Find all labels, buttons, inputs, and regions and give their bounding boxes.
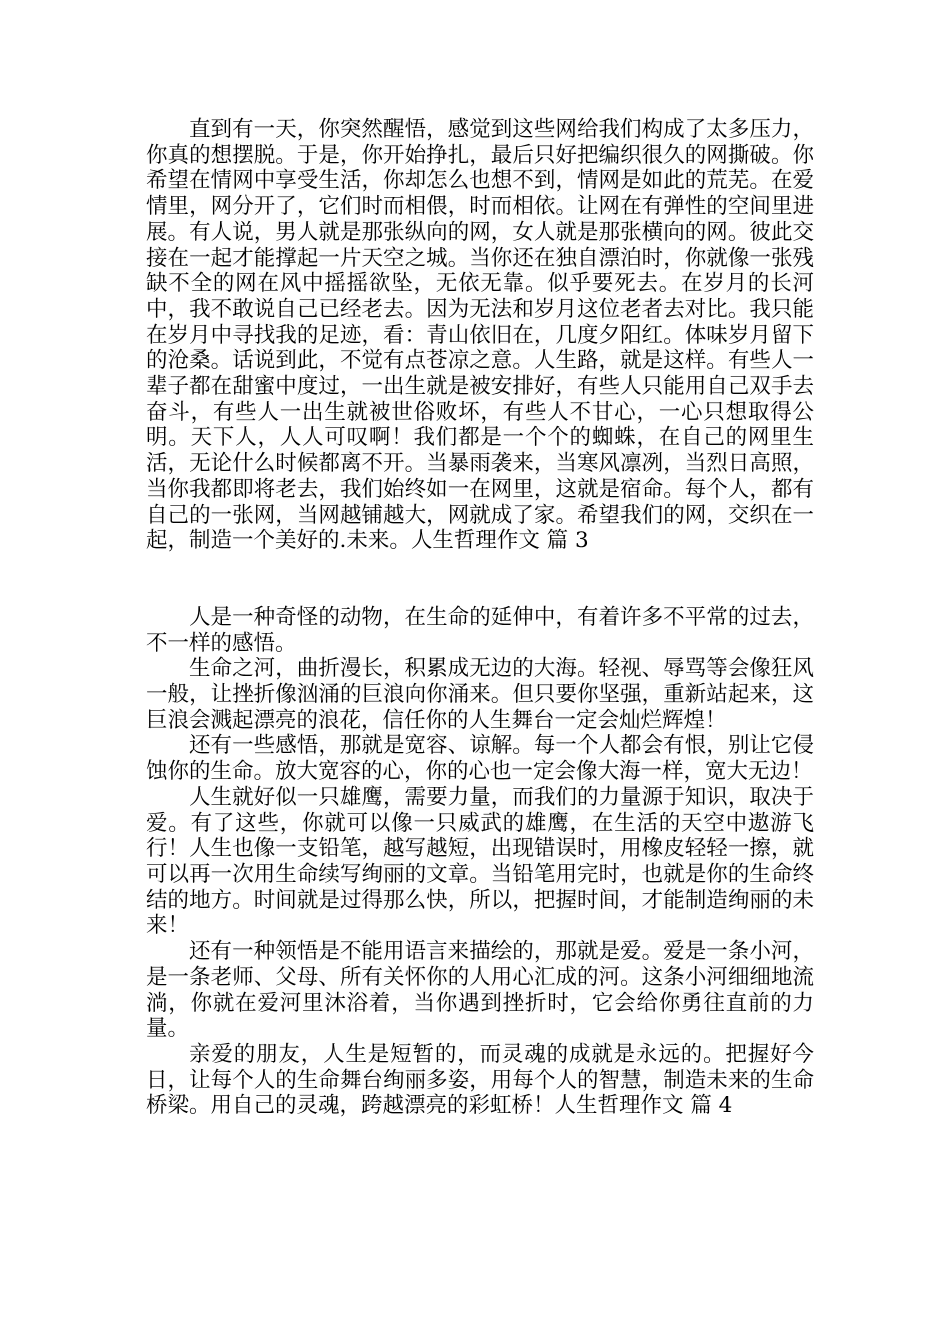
paragraph-5: 人生就好似一只雄鹰，需要力量，而我们的力量源于知识，取决于爱。有了这些，你就可以像一只威武的雄鹰，在生活的天空中遨游飞行！人生也像一支铅笔，越写越短，出现错误时，用橡皮轻轻一擦，就可以再一次用生命续写绚丽的文章。当铅笔用完时，也就是你的生命终结的地方。时间就是过得那么快，所以，把握时间，才能制造绚丽的未来！ <box>146 784 814 939</box>
paragraph-6: 还有一种领悟是不能用语言来描绘的，那就是爱。爱是一条小河，是一条老师、父母、所有关怀你的人用心汇成的河。这条小河细细地流淌，你就在爱河里沐浴着，当你遇到挫折时，它会给你勇往直前的力量。 <box>146 939 814 1042</box>
paragraph-2: 人是一种奇怪的动物，在生命的延伸中，有着许多不平常的过去，不一样的感悟。 <box>146 604 814 656</box>
paragraph-4: 还有一些感悟，那就是宽容、谅解。每一个人都会有恨，别让它侵蚀你的生命。放大宽容的心，你的心也一定会像大海一样，宽大无边！ <box>146 733 814 785</box>
paragraph-7: 亲爱的朋友，人生是短暂的，而灵魂的成就是永远的。把握好今日，让每个人的生命舞台绚丽多姿，用每个人的智慧，制造未来的生命桥梁。用自己的灵魂，跨越漂亮的彩虹桥！人生哲理作文 篇 4 <box>146 1041 814 1119</box>
section-gap <box>146 554 814 605</box>
paragraph-3: 生命之河，曲折漫长，积累成无边的大海。轻视、辱骂等会像狂风一般，让挫折像汹涌的巨浪向你涌来。但只要你坚强，重新站起来，这巨浪会溅起漂亮的浪花，信任你的人生舞台一定会灿烂辉煌！ <box>146 656 814 733</box>
paragraph-1: 直到有一天，你突然醒悟，感觉到这些网给我们构成了太多压力，你真的想摆脱。于是，你开始挣扎，最后只好把编织很久的网撕破。你希望在情网中享受生活，你却怎么也想不到，情网是如此的荒芜。在爱情里，网分开了，它们时而相偎，时而相依。让网在有弹性的空间里进展。有人说，男人就是那张纵向的网，女人就是那张横向的网。彼此交接在一起才能撑起一片天空之城。当你还在独自漂泊时，你就像一张残缺不全的网在风中摇摇欲坠，无依无靠。似乎要死去。在岁月的长河中，我不敢说自己已经老去。因为无法和岁月这位老者去对比。我只能在岁月中寻找我的足迹，看：青山依旧在，几度夕阳红。体味岁月留下的沧桑。话说到此，不觉有点苍凉之意。人生路，就是这样。有些人一辈子都在甜蜜中度过，一出生就是被安排好，有些人只能用自己双手去奋斗，有些人一出生就被世俗败坏，有些人不甘心，一心只想取得公明。天下人，人人可叹啊！我们都是一个个的蜘蛛，在自己的网里生活，无论什么时候都离不开。当暴雨袭来，当寒风凛冽，当烈日高照，当你我都即将老去，我们始终如一在网里，这就是宿命。每个人，都有自己的一张网，当网越铺越大，网就成了家。希望我们的网，交织在一起，制造一个美好的.未来。人生哲理作文 篇 3 <box>146 117 814 554</box>
document-page <box>146 117 814 1119</box>
